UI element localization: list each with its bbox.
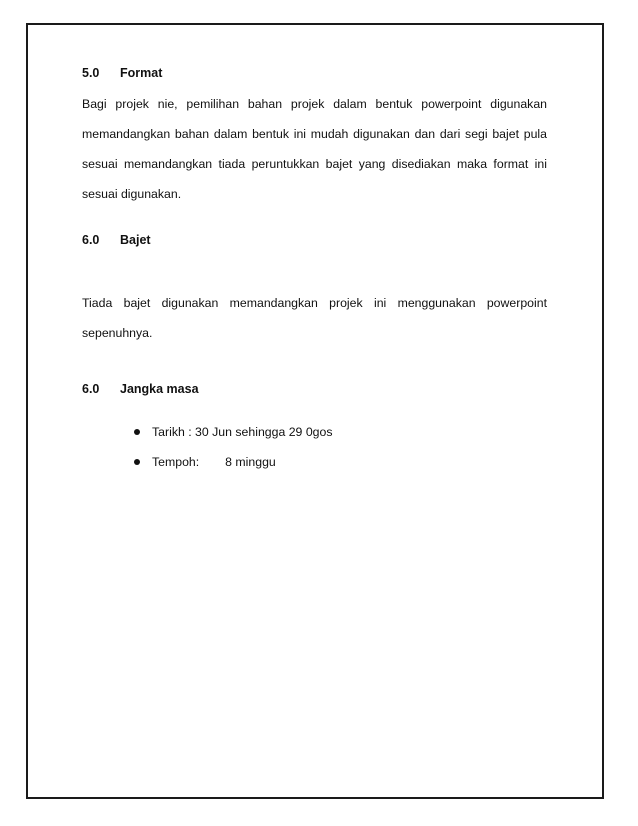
section-paragraph-bajet: Tiada bajet digunakan memandangkan projek ini menggunakan powerpoint sepenuhnya.: [82, 296, 547, 340]
list-item-value: 8 minggu: [225, 455, 276, 469]
section-heading-bajet: [82, 233, 151, 247]
section-number: 5.0: [82, 66, 100, 80]
bullet-icon: [134, 459, 140, 465]
section-heading-format: [82, 66, 162, 80]
section-heading-jangka-masa: [82, 382, 199, 396]
section-title: Format: [120, 66, 163, 80]
list-item-label: Tempoh:: [152, 455, 200, 469]
list-item: [152, 453, 332, 483]
schedule-list: [152, 423, 332, 483]
list-item-label: Tarikh : 30 Jun sehingga 29 0gos: [152, 425, 333, 439]
section-number: 6.0: [82, 382, 100, 396]
section-paragraph-format: Bagi projek nie, pemilihan bahan projek dalam bentuk powerpoint digunakan memandangkan bahan dalam bentuk ini mudah digunakan dan dari segi bajet pula sesuai memandangkan tiada peruntukkan bajet yang disediakan maka format ini sesuai digunakan.: [82, 97, 547, 201]
bullet-icon: [134, 429, 140, 435]
section-title: Bajet: [120, 233, 151, 247]
list-item: [152, 423, 332, 453]
section-number: 6.0: [82, 233, 100, 247]
section-title: Jangka masa: [120, 382, 199, 396]
